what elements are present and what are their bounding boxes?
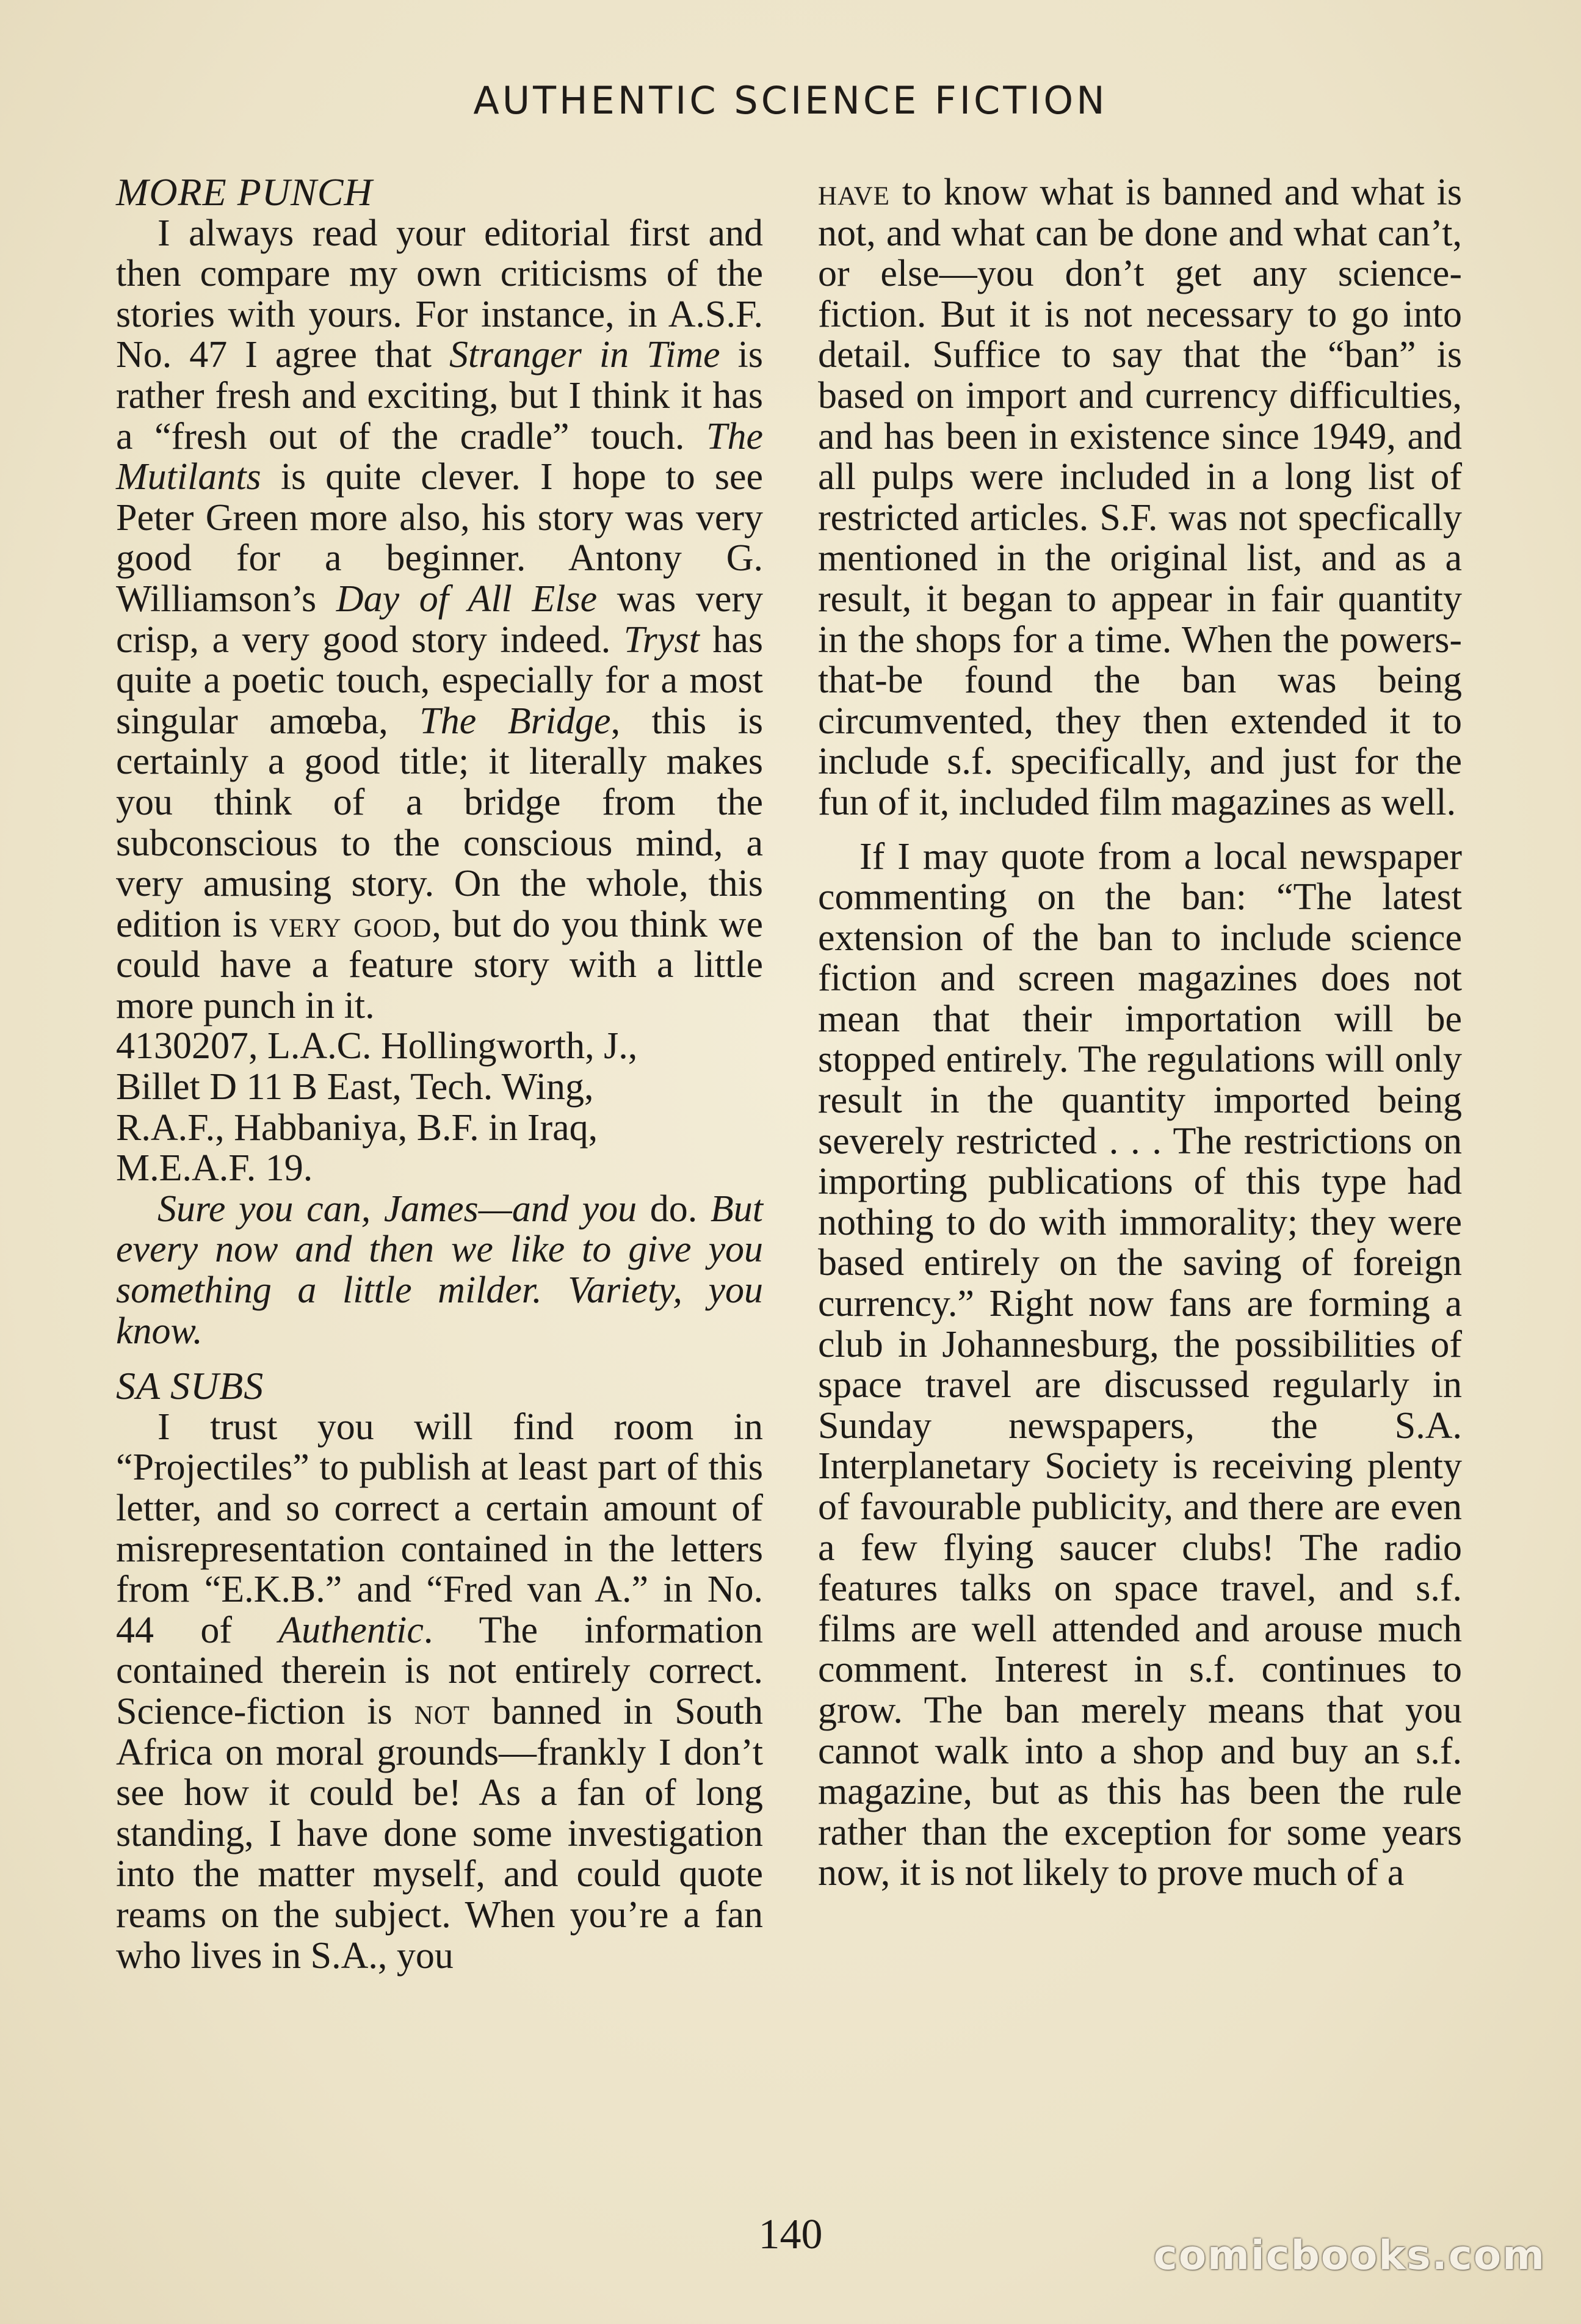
text-run: , this is certainly a good title; it literally makes you think of a bridge from the subconscious to the conscious mind, a very amusing story. On the whole, this edition is xyxy=(116,700,764,945)
text-run: , but do you think we could have a feature story with a little more punch in it. xyxy=(116,903,763,1026)
story-title: Day of All Else xyxy=(336,578,598,620)
small-caps-emphasis: very good xyxy=(269,903,432,945)
reply-text: Sure you can, James—and you xyxy=(157,1188,637,1230)
story-title: The Mutilants xyxy=(116,415,763,498)
story-title: Tryst xyxy=(623,619,700,661)
signature-line: R.A.F., Habbaniya, B.F. in Iraq, xyxy=(116,1106,598,1149)
small-caps-emphasis: have xyxy=(818,172,890,213)
story-title: Stranger in Time xyxy=(449,334,720,376)
magazine-title: Authentic xyxy=(278,1609,424,1651)
text-run: is rather fresh and exciting, but I think it has a “fresh out of the cradle” touch. xyxy=(116,334,764,457)
small-caps-emphasis: not xyxy=(414,1690,471,1732)
editor-reply xyxy=(116,1189,763,1351)
right-column xyxy=(818,172,1462,1894)
left-column xyxy=(116,172,763,1976)
letter-body-more-punch xyxy=(116,213,763,1026)
text-run: has quite a poetic touch, especially for a most singular amœba, xyxy=(116,619,763,742)
letter-body-sa-subs xyxy=(116,1407,763,1976)
signature-line: 4130207, L.A.C. Hollingworth, J., xyxy=(116,1025,638,1067)
signature-line: M.E.A.F. 19. xyxy=(116,1147,313,1189)
text-run: banned in South Africa on moral grounds—frankly I don’t see how it could be! As a fan of long standing, I have done some investigation into the matter myself, and could quote reams on the subject. When you’re a fan who lives in S.A., you xyxy=(116,1690,763,1977)
watermark: comicbooks.com xyxy=(1153,2232,1546,2279)
text-run: to know what is banned and what is not, and what can be done and what can’t, or else—you don’t get any science-fiction. But it is not necessary to go into detail. Suffice to say that the “ban” is based on import and currency difficulties, and has been in existence since 1949, and all pulps were included in a long list of restricted articles. S.F. was not specfically mentioned in the original list, and as a result, it began to appear in fair quantity in the shops for a time. When the powers-that-be found the ban was being circumvented, they then extended it to include s.f. specifically, and just for the fun of it, included film magazines as well. xyxy=(818,172,1462,823)
letter-heading-more-punch: MORE PUNCH xyxy=(116,170,373,214)
text-run: I trust you will find room in “Projectiles” to publish at least part of this letter, and so correct a certain amount of misrepresentation contained in the letters from “E.K.B.” and “Fred van A.” in No. 44 of xyxy=(116,1406,763,1651)
reply-text: But every now and then we like to give you something a little milder. Variety, you know. xyxy=(116,1188,764,1352)
text-run: I always read your editorial first and then compare my own criticisms of the stories with yours. For instance, in A.S.F. No. 47 I agree that xyxy=(116,212,763,376)
text-run: is quite clever. I hope to see Peter Green more also, his story was very good for a beginner. Antony G. Williamson’s xyxy=(116,456,763,620)
page-number: 140 xyxy=(758,2211,823,2258)
letter-heading-sa-subs: SA SUBS xyxy=(116,1364,264,1408)
text-run: . The information contained therein is not entirely correct. Science-fiction is xyxy=(116,1609,763,1732)
continued-paragraph xyxy=(818,172,1462,823)
reply-text-roman: do. xyxy=(637,1188,711,1230)
running-head: AUTHENTIC SCIENCE FICTION xyxy=(473,78,1108,123)
paragraph-newspaper-quote: If I may quote from a local newspaper commenting on the ban: “The latest extension of the ban to include science fiction and screen magazines does not mean that their importation will be stopped entirely. The regulations will only result in the quantity imported being severely restricted . . . The restrictions on importing publications of this type had nothing to do with immorality; they were based entirely on the saving of foreign currency.” Right now fans are forming a club in Johannesburg, the possibilities of space travel are discussed regularly in Sunday newspapers, the S.A. Interplanetary Society is receiving plenty of favourable publicity, and there are even a few flying saucer clubs! The radio features talks on space travel, and s.f. films are well attended and arouse much comment. Interest in s.f. continues to grow. The ban merely means that you cannot walk into a shop and buy an s.f. magazine, but as this has been the rule rather than the exception for some years now, it is not likely to prove much of a xyxy=(818,835,1462,1894)
text-run: was very crisp, a very good story indeed. xyxy=(116,578,763,661)
signature-line: Billet D 11 B East, Tech. Wing, xyxy=(116,1066,594,1108)
story-title: The Bridge xyxy=(419,700,611,742)
